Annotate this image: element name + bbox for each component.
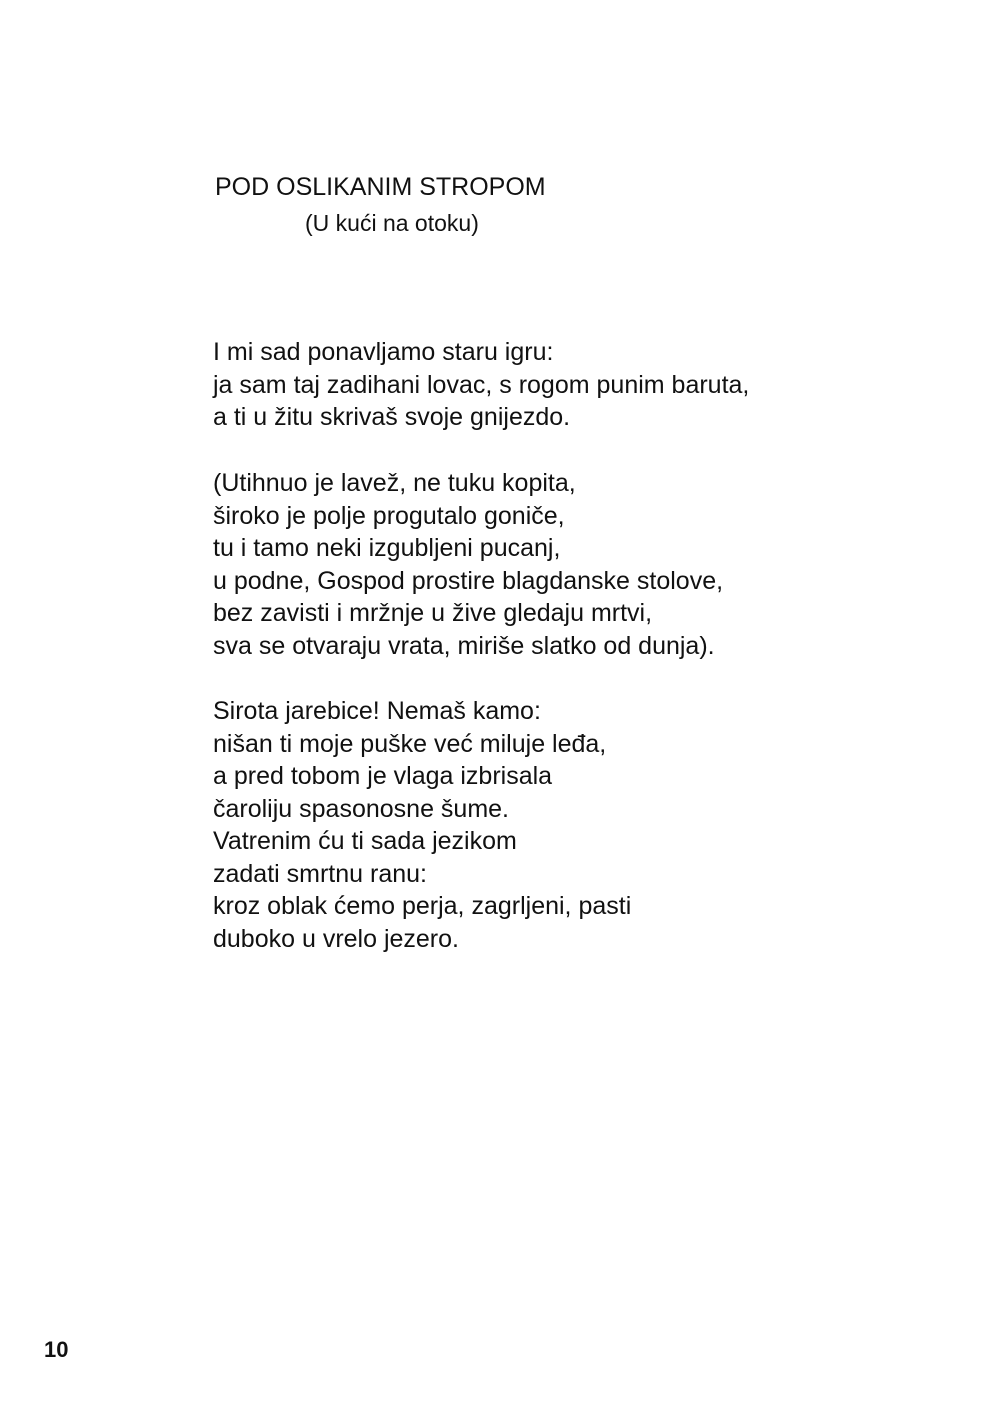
poem-line: duboko u vrelo jezero. <box>213 924 459 953</box>
stanza-2 <box>213 467 723 662</box>
poem-line: ja sam taj zadihani lovac, s rogom punim baruta, <box>213 370 750 399</box>
poem-line: Vatrenim ću ti sada jezikom <box>213 827 517 855</box>
poem-line: bez zavisti i mržnje u žive gledaju mrtvi, <box>213 599 653 627</box>
poem-line: a ti u žitu skrivaš svoje gnijezdo. <box>213 403 571 431</box>
poem-line: sva se otvaraju vrata, miriše slatko od dunja). <box>213 631 715 660</box>
poem-line: nišan ti moje puške već miluje leđa, <box>213 729 607 758</box>
poem-line: u podne, Gospod prostire blagdanske stolove, <box>213 566 724 595</box>
poem-line: tu i tamo neki izgubljeni pucanj, <box>213 534 561 562</box>
stanza-1 <box>213 336 749 434</box>
poem-title: POD OSLIKANIM STROPOM <box>215 173 546 201</box>
poem-subtitle: (U kući na otoku) <box>305 210 479 236</box>
stanza-3 <box>213 695 631 955</box>
poem-line: kroz oblak ćemo perja, zagrljeni, pasti <box>213 892 632 920</box>
poem-line: (Utihnuo je lavež, ne tuku kopita, <box>213 469 576 497</box>
poem-line: široko je polje progutalo goniče, <box>213 501 565 530</box>
poem-line: I mi sad ponavljamo staru igru: <box>213 338 554 366</box>
poem-line: čaroliju spasonosne šume. <box>213 794 509 823</box>
page-number: 10 <box>44 1337 69 1362</box>
poem-line: a pred tobom je vlaga izbrisala <box>213 762 553 790</box>
poem-line: Sirota jarebice! Nemaš kamo: <box>213 697 541 725</box>
poem-line: zadati smrtnu ranu: <box>213 859 427 888</box>
